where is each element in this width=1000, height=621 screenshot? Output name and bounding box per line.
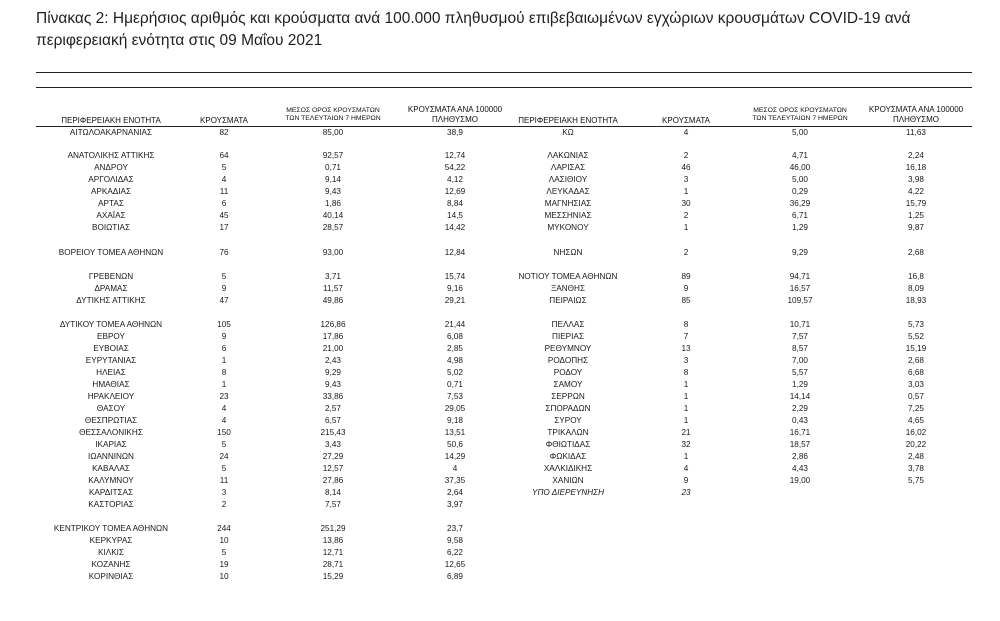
cell-cases: 2 [683, 248, 689, 257]
right-header-per100k-1: ΚΡΟΥΣΜΑΤΑ ΑΝΑ 100000 [868, 105, 964, 114]
cell-name: ΗΜΑΘΙΑΣ [92, 380, 130, 389]
cell-avg: 8,57 [792, 344, 808, 353]
top-rule [36, 72, 972, 73]
cell-per: 23,7 [447, 524, 463, 533]
cell-cases: 1 [683, 416, 689, 425]
cell-cases: 11 [219, 476, 229, 485]
cell-cases: 47 [219, 296, 229, 305]
cell-avg: 16,71 [789, 428, 811, 437]
cell-cases: 82 [219, 128, 229, 137]
cell-cases: 105 [217, 320, 231, 329]
cell-per: 5,73 [908, 320, 924, 329]
cell-avg: 3,43 [325, 440, 341, 449]
cell-avg: 126,86 [320, 320, 346, 329]
left-header-per100k-1: ΚΡΟΥΣΜΑΤΑ ΑΝΑ 100000 [407, 105, 503, 114]
cell-per: 3,98 [908, 175, 924, 184]
cell-avg: 85,00 [322, 128, 344, 137]
cell-cases: 30 [681, 199, 691, 208]
cell-name: ΠΕΛΛΑΣ [551, 320, 585, 329]
cell-avg: 93,00 [322, 248, 344, 257]
cell-avg: 6,71 [792, 211, 808, 220]
cell-name: ΓΡΕΒΕΝΩΝ [88, 272, 134, 281]
cell-avg: 27,29 [322, 452, 344, 461]
cell-avg: 8,14 [325, 488, 341, 497]
cell-avg: 12,57 [322, 464, 344, 473]
cell-per: 8,09 [908, 284, 924, 293]
cell-name: ΚΟΖΑΝΗΣ [91, 560, 131, 569]
cell-per: 2,48 [908, 452, 924, 461]
cell-cases: 3 [683, 356, 689, 365]
cell-cases: 4 [221, 416, 227, 425]
cell-name: ΑΡΓΟΛΙΔΑΣ [88, 175, 134, 184]
cell-cases: 6 [221, 344, 227, 353]
cell-name: ΠΕΙΡΑΙΩΣ [549, 296, 587, 305]
cell-name: ΑΡΚΑΔΙΑΣ [90, 187, 132, 196]
cell-cases: 32 [681, 440, 691, 449]
cell-name: ΛΑΚΩΝΙΑΣ [547, 151, 589, 160]
cell-avg: 28,71 [322, 560, 344, 569]
cell-avg: 1,29 [792, 223, 808, 232]
cell-cases: 5 [221, 272, 227, 281]
cell-per: 54,22 [444, 163, 466, 172]
cell-name: ΑΡΤΑΣ [98, 199, 124, 208]
cell-name: ΜΑΓΝΗΣΙΑΣ [544, 199, 592, 208]
cell-name: ΙΚΑΡΙΑΣ [95, 440, 127, 449]
cell-per: 12,74 [444, 151, 466, 160]
cell-per: 18,93 [905, 296, 927, 305]
cell-cases: 5 [221, 548, 227, 557]
cell-name: ΔΥΤΙΚΟΥ ΤΟΜΕΑ ΑΘΗΝΩΝ [59, 320, 163, 329]
cell-avg: 15,29 [322, 572, 344, 581]
cell-cases: 89 [681, 272, 691, 281]
cell-avg: 92,57 [322, 151, 344, 160]
cell-avg: 7,57 [792, 332, 808, 341]
cell-per: 9,87 [908, 223, 924, 232]
cell-avg: 19,00 [789, 476, 811, 485]
cell-cases: 46 [681, 163, 691, 172]
right-header-underline [516, 126, 972, 127]
cell-avg: 0,71 [325, 163, 341, 172]
cell-avg: 14,14 [789, 392, 811, 401]
cell-avg: 251,29 [320, 524, 346, 533]
cell-name: ΘΕΣΣΑΛΟΝΙΚΗΣ [79, 428, 143, 437]
cell-name: ΤΡΙΚΑΛΩΝ [547, 428, 589, 437]
cell-cases: 8 [683, 368, 689, 377]
cell-per: 14,5 [447, 211, 463, 220]
cell-avg: 2,29 [792, 404, 808, 413]
cell-avg: 0,43 [792, 416, 808, 425]
cell-avg: 5,57 [792, 368, 808, 377]
cell-name: ΛΑΣΙΘΙΟΥ [548, 175, 588, 184]
cell-avg: 33,86 [322, 392, 344, 401]
cell-per: 9,58 [447, 536, 463, 545]
cell-cases: 1 [683, 187, 689, 196]
left-header-avg-1: ΜΕΣΟΣ ΟΡΟΣ ΚΡΟΥΣΜΑΤΩΝ [286, 107, 380, 114]
cell-per: 6,68 [908, 368, 924, 377]
cell-cases: 85 [681, 296, 691, 305]
cell-name: ΚΑΒΑΛΑΣ [92, 464, 130, 473]
cell-name: ΚΑΛΥΜΝΟΥ [88, 476, 134, 485]
cell-name: ΣΥΡΟΥ [554, 416, 582, 425]
cell-cases: 24 [219, 452, 229, 461]
cell-per: 2,68 [908, 356, 924, 365]
cell-avg: 215,43 [320, 428, 346, 437]
cell-per: 37,35 [444, 476, 466, 485]
cell-name: ΒΟΙΩΤΙΑΣ [91, 223, 131, 232]
right-header-avg-2: ΤΩΝ ΤΕΛΕΥΤΑΙΩΝ 7 ΗΜΕΡΩΝ [752, 115, 848, 122]
cell-avg: 1,29 [792, 380, 808, 389]
cell-avg: 49,86 [322, 296, 344, 305]
cell-name: ΙΩΑΝΝΙΝΩΝ [88, 452, 134, 461]
cell-per: 4 [452, 464, 458, 473]
cell-per: 5,02 [447, 368, 463, 377]
cell-cases: 23 [681, 488, 691, 497]
cell-per: 50,6 [447, 440, 463, 449]
cell-avg: 9,14 [325, 175, 341, 184]
cell-avg: 16,57 [789, 284, 811, 293]
left-header-unit: ΠΕΡΙΦΕΡΕΙΑΚΗ ΕΝΟΤΗΤΑ [61, 116, 161, 125]
cell-per: 16,18 [905, 163, 927, 172]
cell-avg: 12,71 [322, 548, 344, 557]
cell-name: ΜΥΚΟΝΟΥ [547, 223, 589, 232]
cell-avg: 21,00 [322, 344, 344, 353]
cell-name: ΧΑΝΙΩΝ [552, 476, 584, 485]
cell-per: 29,21 [444, 296, 466, 305]
cell-name: ΚΙΛΚΙΣ [97, 548, 124, 557]
cell-cases: 1 [221, 380, 227, 389]
cell-cases: 2 [221, 500, 227, 509]
cell-per: 7,53 [447, 392, 463, 401]
cell-cases: 5 [221, 440, 227, 449]
cell-per: 12,84 [444, 248, 466, 257]
cell-avg: 36,29 [789, 199, 811, 208]
cell-avg: 109,57 [787, 296, 813, 305]
cell-avg: 11,57 [323, 284, 343, 293]
cell-name: ΡΟΔΟΥ [553, 368, 583, 377]
cell-name: ΛΕΥΚΑΔΑΣ [546, 187, 590, 196]
cell-cases: 1 [683, 452, 689, 461]
cell-name: ΜΕΣΣΗΝΙΑΣ [544, 211, 592, 220]
cell-name: ΞΑΝΘΗΣ [550, 284, 586, 293]
cell-name: ΡΟΔΟΠΗΣ [547, 356, 589, 365]
right-header-per100k-2: ΠΛΗΘΥΣΜΟ [892, 115, 940, 124]
cell-per: 5,75 [908, 476, 924, 485]
cell-per: 7,25 [908, 404, 924, 413]
cell-avg: 13,86 [322, 536, 344, 545]
right-header-avg-1: ΜΕΣΟΣ ΟΡΟΣ ΚΡΟΥΣΜΑΤΩΝ [753, 107, 847, 114]
cell-cases: 4 [683, 128, 689, 137]
cell-per: 2,64 [447, 488, 463, 497]
cell-avg: 2,57 [325, 404, 341, 413]
cell-per: 15,74 [444, 272, 466, 281]
left-header-cases: ΚΡΟΥΣΜΑΤΑ [200, 116, 248, 125]
cell-name: ΑΝΔΡΟΥ [94, 163, 128, 172]
cell-per: 12,69 [444, 187, 466, 196]
cell-name: ΗΛΕΙΑΣ [96, 368, 126, 377]
cell-avg: 6,57 [325, 416, 341, 425]
cell-cases: 150 [217, 428, 231, 437]
cell-per: 16,02 [905, 428, 927, 437]
cell-name: ΔΡΑΜΑΣ [94, 284, 128, 293]
cell-name: ΘΑΣΟΥ [96, 404, 126, 413]
cell-name: ΑΙΤΩΛΟΑΚΑΡΝΑΝΙΑΣ [69, 128, 153, 137]
cell-name: ΣΕΡΡΩΝ [551, 392, 585, 401]
cell-per: 6,22 [447, 548, 463, 557]
right-header-unit: ΠΕΡΙΦΕΡΕΙΑΚΗ ΕΝΟΤΗΤΑ [518, 116, 618, 125]
cell-cases: 2 [683, 151, 689, 160]
second-rule [36, 87, 972, 88]
cell-cases: 4 [221, 404, 227, 413]
cell-cases: 5 [221, 464, 227, 473]
cell-avg: 4,71 [792, 151, 808, 160]
cell-cases: 17 [219, 223, 229, 232]
cell-per: 12,65 [444, 560, 466, 569]
cell-per: 6,08 [447, 332, 463, 341]
cell-avg: 94,71 [789, 272, 811, 281]
cell-cases: 64 [219, 151, 229, 160]
cell-cases: 1 [683, 404, 689, 413]
cell-avg: 4,43 [792, 464, 808, 473]
cell-cases: 244 [217, 524, 231, 533]
cell-per: 4,65 [908, 416, 924, 425]
cell-per: 4,22 [908, 187, 924, 196]
cell-cases: 9 [221, 332, 227, 341]
cell-avg: 10,71 [789, 320, 811, 329]
cell-name: ΚΑΣΤΟΡΙΑΣ [88, 500, 134, 509]
cell-per: 4,98 [447, 356, 463, 365]
cell-cases: 9 [683, 284, 689, 293]
cell-avg: 46,00 [789, 163, 811, 172]
cell-per: 16,8 [908, 272, 924, 281]
cell-cases: 21 [681, 428, 691, 437]
cell-cases: 19 [219, 560, 229, 569]
cell-name: ΔΥΤΙΚΗΣ ΑΤΤΙΚΗΣ [76, 296, 146, 305]
cell-name: ΕΒΡΟΥ [97, 332, 125, 341]
cell-name: ΝΟΤΙΟΥ ΤΟΜΕΑ ΑΘΗΝΩΝ [518, 272, 618, 281]
cell-name: ΑΧΑΪΑΣ [96, 211, 126, 220]
cell-per: 2,24 [908, 151, 924, 160]
cell-avg: 28,57 [322, 223, 344, 232]
right-header-cases: ΚΡΟΥΣΜΑΤΑ [662, 116, 710, 125]
cell-cases: 6 [221, 199, 227, 208]
cell-per: 9,18 [447, 416, 463, 425]
cell-per: 38,9 [447, 128, 463, 137]
cell-avg: 2,86 [792, 452, 808, 461]
cell-per: 5,52 [908, 332, 924, 341]
cell-avg: 5,00 [792, 175, 808, 184]
cell-cases: 5 [221, 163, 227, 172]
cell-name: ΕΥΡΥΤΑΝΙΑΣ [85, 356, 137, 365]
cell-name: ΣΠΟΡΑΔΩΝ [545, 404, 591, 413]
table-title: Πίνακας 2: Ημερήσιος αριθμός και κρούσματα ανά 100.000 πληθυσμού επιβεβαιωμένων εγχώριων κρουσμάτων COVID-19 ανά περιφερειακή ενότητα στις 09 Μαΐου 2021 [36, 10, 911, 49]
cell-per: 2,85 [447, 344, 463, 353]
cell-cases: 1 [683, 392, 689, 401]
cell-per: 0,57 [908, 392, 924, 401]
cell-cases: 3 [683, 175, 689, 184]
cell-name: ΘΕΣΠΡΩΤΙΑΣ [84, 416, 138, 425]
cell-per: 11,63 [906, 128, 926, 137]
cell-avg: 9,29 [792, 248, 808, 257]
cell-name: ΥΠΟ ΔΙΕΡΕΥΝΗΣΗ [532, 488, 604, 497]
left-header-avg-2: ΤΩΝ ΤΕΛΕΥΤΑΙΩΝ 7 ΗΜΕΡΩΝ [285, 115, 381, 122]
cell-cases: 2 [683, 211, 689, 220]
cell-avg: 2,43 [325, 356, 341, 365]
cell-name: ΝΗΣΩΝ [553, 248, 583, 257]
cell-cases: 10 [219, 572, 229, 581]
left-header-underline [36, 126, 516, 127]
cell-name: ΦΘΙΩΤΙΔΑΣ [545, 440, 591, 449]
cell-cases: 4 [221, 175, 227, 184]
cell-avg: 9,43 [325, 187, 341, 196]
cell-name: ΚΕΝΤΡΙΚΟΥ ΤΟΜΕΑ ΑΘΗΝΩΝ [53, 524, 169, 533]
cell-per: 9,16 [447, 284, 463, 293]
cell-cases: 9 [683, 476, 689, 485]
cell-cases: 9 [221, 284, 227, 293]
cell-cases: 4 [683, 464, 689, 473]
cell-avg: 1,86 [325, 199, 341, 208]
left-header-per100k-2: ΠΛΗΘΥΣΜΟ [431, 115, 479, 124]
cell-name: ΚΕΡΚΥΡΑΣ [89, 536, 133, 545]
cell-per: 21,44 [444, 320, 466, 329]
cell-per: 2,68 [908, 248, 924, 257]
cell-avg: 7,57 [325, 500, 341, 509]
cell-name: ΑΝΑΤΟΛΙΚΗΣ ΑΤΤΙΚΗΣ [67, 151, 155, 160]
cell-name: ΗΡΑΚΛΕΙΟΥ [87, 392, 135, 401]
cell-avg: 5,00 [792, 128, 808, 137]
cell-per: 3,97 [447, 500, 463, 509]
cell-cases: 23 [219, 392, 229, 401]
cell-per: 15,79 [905, 199, 927, 208]
cell-name: ΧΑΛΚΙΔΙΚΗΣ [543, 464, 593, 473]
cell-avg: 0,29 [792, 187, 808, 196]
cell-per: 8,84 [447, 199, 463, 208]
cell-cases: 45 [219, 211, 229, 220]
cell-cases: 7 [683, 332, 689, 341]
cell-per: 6,89 [447, 572, 463, 581]
cell-avg: 17,86 [322, 332, 344, 341]
cell-per: 15,19 [905, 344, 927, 353]
cell-avg: 9,43 [325, 380, 341, 389]
cell-per: 29,05 [444, 404, 466, 413]
cell-per: 3,03 [908, 380, 924, 389]
cell-name: ΚΟΡΙΝΘΙΑΣ [88, 572, 134, 581]
cell-per: 13,51 [444, 428, 466, 437]
cell-avg: 3,71 [325, 272, 341, 281]
cell-name: ΚΩ [562, 128, 574, 137]
cell-avg: 9,29 [325, 368, 341, 377]
cell-cases: 1 [683, 380, 689, 389]
cell-name: ΣΑΜΟΥ [553, 380, 583, 389]
cell-cases: 1 [221, 356, 227, 365]
cell-per: 4,12 [447, 175, 463, 184]
cell-name: ΦΩΚΙΔΑΣ [549, 452, 587, 461]
cell-per: 1,25 [908, 211, 924, 220]
cell-per: 14,29 [444, 452, 466, 461]
cell-avg: 27,86 [322, 476, 344, 485]
cell-avg: 40,14 [322, 211, 344, 220]
cell-cases: 3 [221, 488, 227, 497]
cell-per: 14,42 [444, 223, 466, 232]
cell-per: 20,22 [905, 440, 927, 449]
cell-cases: 10 [219, 536, 229, 545]
cell-avg: 18,57 [789, 440, 811, 449]
cell-cases: 76 [219, 248, 229, 257]
cell-cases: 13 [681, 344, 691, 353]
cell-name: ΒΟΡΕΙΟΥ ΤΟΜΕΑ ΑΘΗΝΩΝ [58, 248, 164, 257]
cell-cases: 1 [683, 223, 689, 232]
cell-per: 3,78 [908, 464, 924, 473]
cell-name: ΠΙΕΡΙΑΣ [552, 332, 584, 341]
cell-cases: 8 [221, 368, 227, 377]
cell-name: ΚΑΡΔΙΤΣΑΣ [88, 488, 134, 497]
cell-name: ΛΑΡΙΣΑΣ [550, 163, 586, 172]
cell-per: 0,71 [447, 380, 463, 389]
cell-cases: 8 [683, 320, 689, 329]
cell-name: ΡΕΘΥΜΝΟΥ [544, 344, 592, 353]
cell-avg: 7,00 [792, 356, 808, 365]
cell-name: ΕΥΒΟΙΑΣ [93, 344, 129, 353]
cell-cases: 11 [219, 187, 229, 196]
